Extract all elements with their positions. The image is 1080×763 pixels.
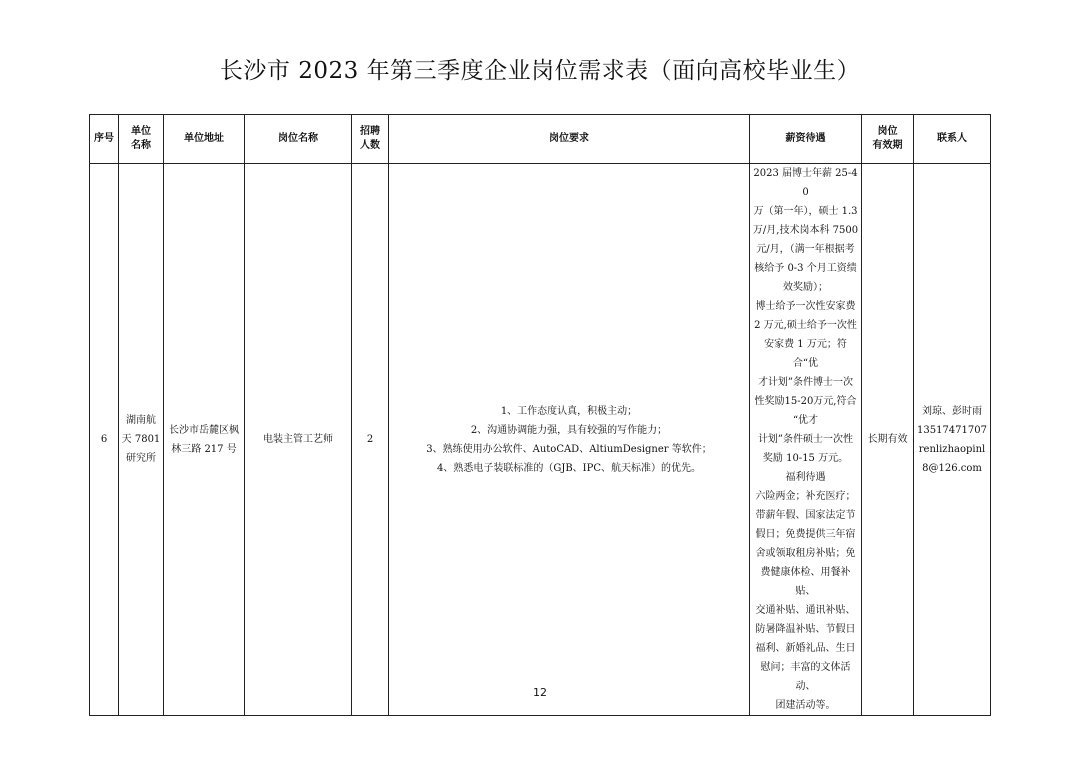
salary-line: 福利待遇 [785,472,826,483]
table-row [90,164,991,716]
salary-line: 万/月,技术岗本科 7500 [752,225,859,236]
salary-line: 计划”条件硕士一次性 [757,434,854,445]
salary-line: 博士给予一次性安家费 [755,301,856,312]
cell-requirements [389,164,750,716]
contact-line: 8@126.com [922,462,982,474]
unit-name-line: 湖南航 [126,415,156,426]
salary-line: 费健康体检、用餐补贴、 [760,567,851,597]
header-validity [862,115,914,164]
page-number: 12 [533,686,547,699]
cell-seq: 6 [90,164,119,716]
header-validity-line: 有效期 [872,140,903,151]
cell-position: 电装主管工艺师 [245,164,352,716]
salary-line: 防暑降温补贴、节假日 [755,624,856,635]
contact-line: renlizhaopinl [918,443,986,455]
requirement-item: 4、熟悉电子装联标准的（GJB、IPC、航天标准）的优先。 [436,462,702,474]
unit-name-line: 天 7801 [121,434,161,445]
unit-name-line: 研究所 [126,453,156,464]
salary-line: “优才 [792,415,819,426]
contact-line: 刘琼、彭时雨 [922,405,982,417]
table-header-row [90,115,991,164]
salary-line: 交通补贴、通讯补贴、 [755,605,856,616]
header-validity-line: 岗位 [877,126,898,137]
header-position: 岗位名称 [245,115,352,164]
salary-line: 效奖励）； [783,282,828,293]
salary-line: 福利、新婚礼品、生日 [755,643,856,654]
header-seq: 序号 [90,115,119,164]
salary-line: 才计划”条件博士一次 [757,377,854,388]
cell-salary [750,164,862,716]
salary-line: 元/月，（满一年根据考 [756,244,855,255]
salary-line: 舍或领取租房补贴；免 [755,548,856,559]
page-title: 长沙市 2023 年第三季度企业岗位需求表（面向高校毕业生） [219,58,861,84]
salary-line: 六险两金；补充医疗； [755,491,856,502]
cell-count: 2 [352,164,389,716]
header-contact: 联系人 [914,115,991,164]
cell-validity: 长期有效 [862,164,914,716]
salary-line: 2023 届博士年薪 25-40 [753,168,858,198]
address-line: 长沙市岳麓区枫 [169,424,239,436]
cell-contact [914,164,991,716]
salary-line: 假日；免费提供三年宿 [755,529,856,540]
salary-line: 带薪年假、国家法定节 [755,510,856,521]
header-requirements: 岗位要求 [389,115,750,164]
address-line: 林三路 217 号 [171,443,237,455]
salary-line: 安家费 1 万元；符合“优 [764,339,847,369]
header-count [352,115,389,164]
cell-address [164,164,245,716]
salary-line: 核给予 0-3 个月工资绩 [754,263,857,274]
requirement-item: 3、熟练使用办公软件、AutoCAD、AltiumDesigner 等软件； [426,443,712,455]
header-count-line: 招聘 [360,126,380,137]
contact-line: 13517471707 [917,424,987,436]
salary-line: 性奖励15-20万元,符合 [754,396,857,407]
header-address: 单位地址 [164,115,245,164]
header-unit-name-line: 名称 [131,140,151,151]
requirement-item: 1、工作态度认真，积极主动； [500,405,638,417]
cell-unit-name [119,164,164,716]
salary-line: 慰问；丰富的文体活动、 [760,662,851,692]
header-unit-name [119,115,164,164]
header-unit-name-line: 单位 [131,126,151,137]
salary-line: 万（第一年），硕士 1.3 [753,206,858,217]
salary-line: 团建活动等。 [775,700,836,711]
header-salary: 薪资待遇 [750,115,862,164]
header-count-line: 人数 [360,140,380,151]
salary-line: 奖励 10-15 万元。 [762,453,849,464]
job-demand-table [89,114,991,716]
salary-line: 2 万元,硕士给予一次性 [754,320,857,331]
requirement-item: 2、沟通协调能力强，具有较强的写作能力； [470,424,668,436]
